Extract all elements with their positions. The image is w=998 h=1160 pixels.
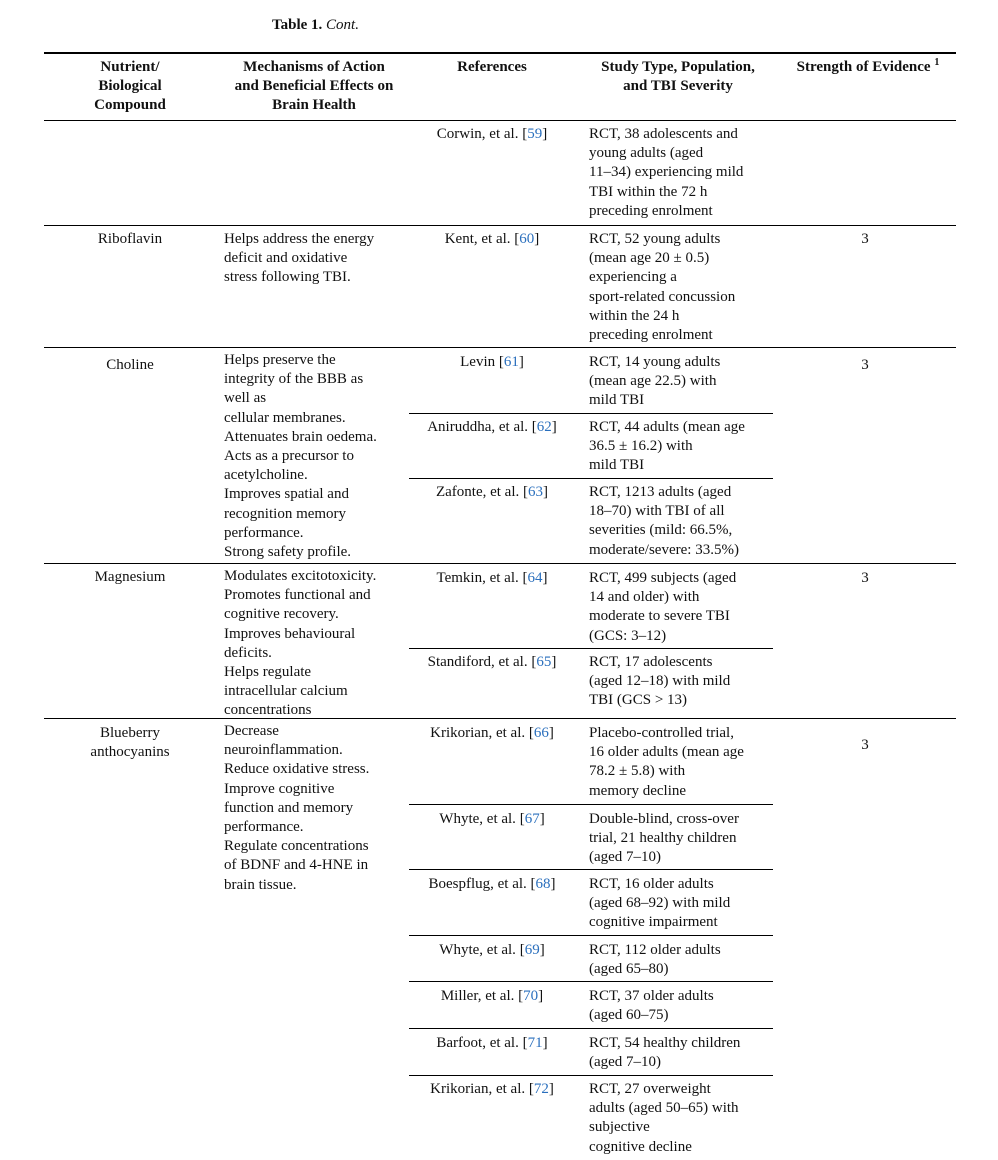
reference-zafonte: Zafonte, et al. [63] <box>435 484 549 500</box>
reference-author: Zafonte, et al. <box>435 484 520 500</box>
citation-link[interactable]: 71 <box>527 1035 543 1051</box>
citation-link[interactable]: 61 <box>503 354 519 370</box>
mechanism-riboflavin: Helps address the energy deficit and oxidative stress following TBI. <box>224 231 375 286</box>
header-nutrient: Nutrient/ Biological Compound <box>94 59 166 113</box>
citation-link[interactable]: 68 <box>535 876 551 892</box>
reference-author: Levin <box>460 354 496 370</box>
table-caption <box>272 17 359 34</box>
reference-author: Standiford, et al. <box>427 654 528 670</box>
table-header-rule <box>44 120 956 121</box>
strength-blueberry: 3 <box>861 737 869 753</box>
study-separator <box>409 413 773 414</box>
reference-miller: Miller, et al. [70] <box>440 988 544 1004</box>
study-separator <box>409 981 773 982</box>
study-separator <box>409 869 773 870</box>
reference-author: Barfoot, et al. <box>436 1035 519 1051</box>
strength-choline: 3 <box>861 357 869 373</box>
citation-link[interactable]: 63 <box>528 484 544 500</box>
study-separator <box>409 935 773 936</box>
mechanism-choline: Helps preserve the integrity of the BBB as well as cellular membranes. Attenuates brain oedema. Acts as a precursor to acetylcholine. Improves spatial and recognition memory performance. Strong safety profile. <box>224 352 377 561</box>
row-separator <box>44 347 956 348</box>
study-separator <box>409 648 773 649</box>
reference-corwin: Corwin, et al. [59] <box>436 126 548 142</box>
study-description: RCT, 499 subjects (aged 14 and older) with moderate to severe TBI (GCS: 3–12) <box>589 570 737 644</box>
citation-link[interactable]: 69 <box>524 942 540 958</box>
citation-link[interactable]: 67 <box>524 811 540 827</box>
header-study: Study Type, Population, and TBI Severity <box>601 59 755 94</box>
study-description: RCT, 16 older adults (aged 68–92) with mild cognitive impairment <box>589 876 731 931</box>
table-top-rule <box>44 52 956 54</box>
citation-link[interactable]: 59 <box>527 126 543 142</box>
reference-author: Temkin, et al. <box>436 570 519 586</box>
row-separator <box>44 718 956 719</box>
study-separator <box>409 804 773 805</box>
study-description: RCT, 44 adults (mean age 36.5 ± 16.2) with mild TBI <box>589 419 745 474</box>
reference-author: Whyte, et al. <box>439 942 516 958</box>
study-description: RCT, 14 young adults (mean age 22.5) with mild TBI <box>589 354 721 409</box>
reference-whyte-69: Whyte, et al. [69] <box>439 942 545 958</box>
reference-barfoot: Barfoot, et al. [71] <box>436 1035 548 1051</box>
table-cont: Cont. <box>326 17 359 33</box>
study-description: Placebo-controlled trial, 16 older adults (mean age 78.2 ± 5.8) with memory decline <box>589 725 744 799</box>
reference-author: Aniruddha, et al. <box>427 419 529 435</box>
header-strength-label: Strength of Evidence <box>796 59 931 75</box>
mechanism-blueberry: Decrease neuroinflammation. Reduce oxidative stress. Improve cognitive function and memory performance. Regulate concentrations of BDNF and 4-HNE in brain tissue. <box>224 723 370 893</box>
row-separator <box>44 225 956 226</box>
study-description: RCT, 37 older adults (aged 60–75) <box>589 988 714 1024</box>
row-separator <box>44 563 956 564</box>
citation-link[interactable]: 60 <box>519 231 535 247</box>
reference-author: Boespflug, et al. <box>428 876 527 892</box>
strength-magnesium: 3 <box>861 570 869 586</box>
reference-temkin: Temkin, et al. [64] <box>436 570 548 586</box>
citation-link[interactable]: 62 <box>536 419 552 435</box>
reference-boespflug: Boespflug, et al. [68] <box>428 876 556 892</box>
reference-levin: Levin [61] <box>460 354 524 370</box>
header-strength-footnote: 1 <box>934 57 940 68</box>
mechanism-magnesium: Modulates excitotoxicity. Promotes functional and cognitive recovery. Improves behavioural deficits. Helps regulate intracellular calcium concentrations <box>224 568 377 719</box>
reference-krikorian: Krikorian, et al. [66] <box>430 725 554 741</box>
header-strength <box>778 58 958 77</box>
citation-link[interactable]: 70 <box>523 988 539 1004</box>
study-description: RCT, 52 young adults (mean age 20 ± 0.5) experiencing a sport-related concussion within the 24 h preceding enrolment <box>589 231 736 344</box>
compound-choline: Choline <box>106 357 154 373</box>
citation-link[interactable]: 64 <box>527 570 543 586</box>
header-references: References <box>457 59 527 75</box>
citation-link[interactable]: 66 <box>533 725 549 741</box>
compound-riboflavin: Riboflavin <box>97 231 163 247</box>
study-description: RCT, 1213 adults (aged 18–70) with TBI of all severities (mild: 66.5%, moderate/severe: 33.5%) <box>589 484 739 558</box>
study-separator <box>409 1075 773 1076</box>
reference-author: Whyte, et al. <box>439 811 516 827</box>
reference-kent: Kent, et al. [60] <box>444 231 540 247</box>
compound-magnesium: Magnesium <box>94 569 166 585</box>
study-description: RCT, 54 healthy children (aged 7–10) <box>589 1035 741 1071</box>
study-description: RCT, 112 older adults (aged 65–80) <box>589 942 721 978</box>
compound-blueberry-anthocyanins: Blueberry anthocyanins <box>90 725 170 761</box>
study-separator <box>409 1028 773 1029</box>
study-separator <box>409 478 773 479</box>
citation-link[interactable]: 72 <box>533 1081 549 1097</box>
reference-standiford: Standiford, et al. [65] <box>427 654 557 670</box>
reference-whyte-67: Whyte, et al. [67] <box>439 811 545 827</box>
reference-author: Krikorian, et al. <box>430 725 526 741</box>
strength-riboflavin: 3 <box>861 231 869 247</box>
citation-link[interactable]: 65 <box>536 654 552 670</box>
reference-krikorian-72: Krikorian, et al. [72] <box>430 1081 554 1097</box>
reference-author: Corwin, et al. <box>436 126 519 142</box>
reference-author: Miller, et al. <box>440 988 515 1004</box>
study-description: RCT, 17 adolescents (aged 12–18) with mild TBI (GCS > 13) <box>589 654 731 709</box>
header-mechanisms: Mechanisms of Action and Beneficial Effects on Brain Health <box>234 59 394 113</box>
study-description: RCT, 38 adolescents and young adults (aged 11–34) experiencing mild TBI within the 72 h preceding enrolment <box>589 126 744 219</box>
reference-aniruddha: Aniruddha, et al. [62] <box>427 419 557 435</box>
reference-author: Kent, et al. <box>444 231 511 247</box>
reference-author: Krikorian, et al. <box>430 1081 526 1097</box>
study-description: Double-blind, cross-over trial, 21 healthy children (aged 7–10) <box>589 811 739 866</box>
study-description: RCT, 27 overweight adults (aged 50–65) with subjective cognitive decline <box>589 1081 739 1155</box>
table-label: Table 1. <box>272 17 323 33</box>
